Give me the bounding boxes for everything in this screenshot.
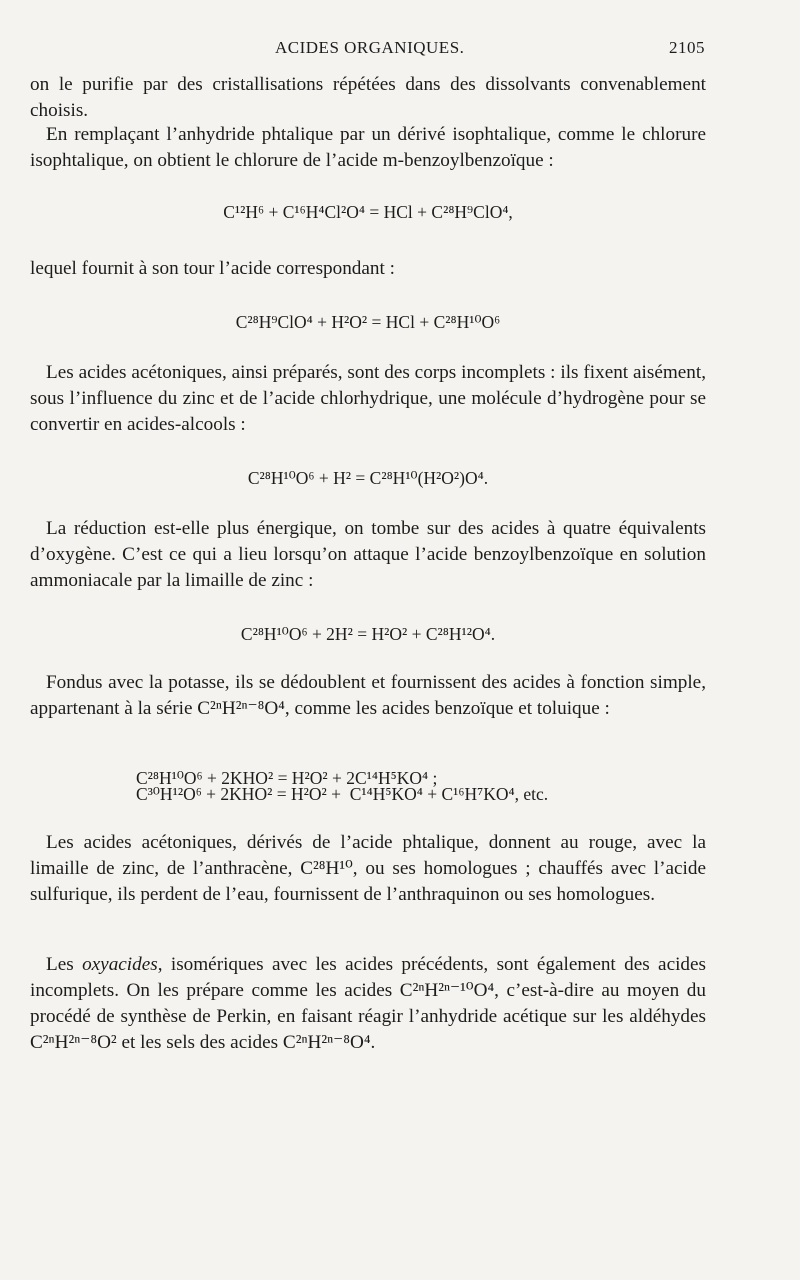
equation-3: C²⁸H¹⁰O⁶ + H² = C²⁸H¹⁰(H²O²)O⁴. [247,468,489,488]
equation-5b: C³⁰H¹²O⁶ + 2KHO² = H²O² + C¹⁴H⁵KO⁴ + C¹⁶H⁷KO⁴, etc. [136,784,549,804]
paragraph-5-text: La réduction est-elle plus énergique, on tombe sur des acides à quatre équivalents d’oxygène. C’est ce qui a lieu lorsqu’on attaque l’acide benzoylbenzoïque en solution ammoniacale par la limaille de zinc : [30,518,706,591]
equation-4: C²⁸H¹⁰O⁶ + 2H² = H²O² + C²⁸H¹²O⁴. [240,624,496,644]
equation-5a: C²⁸H¹⁰O⁶ + 2KHO² = H²O² + 2C¹⁴H⁵KO⁴ ; [136,768,438,788]
header-title: ACIDES ORGANIQUES. [275,38,465,57]
paragraph-1: on le purifie par des cristallisations répétées dans des dissolvants convenablement choisis. [30,74,706,121]
paragraph-7 [30,830,706,908]
paragraph-3: lequel fournit à son tour l’acide correspondant : [30,258,395,279]
paragraph-8-rest: , isomériques avec les acides précédents, sont également des acides incomplets. On les prépare comme les acides C²ⁿH²ⁿ⁻¹⁰O⁴, c’est-à-dire au moyen du procédé de synthèse de Perkin, en faisant réagir l’anhydride acétique sur les aldéhydes C²ⁿH²ⁿ⁻⁸O² et les sels des acides C²ⁿH²ⁿ⁻⁸O⁴. [30,954,706,1053]
paragraph-4-text: Les acides acétoniques, ainsi préparés, sont des corps incomplets : ils fixent aisément, sous l’influence du zinc et de l’acide chlorhydrique, une molécule d’hydrogène pour se convertir en acides-alcools : [30,362,706,435]
paragraph-5 [30,516,706,594]
paragraph-8 [30,952,706,1056]
paragraph-8-prefix: Les [46,954,83,975]
running-header [30,38,705,62]
paragraph-7-text: Les acides acétoniques, dérivés de l’acide phtalique, donnent au rouge, avec la limaille de zinc, de l’anthracène, C²⁸H¹⁰, ou ses homologues ; chauffés avec l’acide sulfurique, ils perdent de l’eau, fournissent de l’anthraquinon ou ses homologues. [30,832,706,905]
paragraph-6 [30,670,706,722]
paragraph-6-text: Fondus avec la potasse, ils se dédoublent et fournissent des acides à fonction simple, appartenant à la série C²ⁿH²ⁿ⁻⁸O⁴, comme les acides benzoïque et toluique : [30,672,706,719]
paragraph-4 [30,360,706,438]
equation-2: C²⁸H⁹ClO⁴ + H²O² = HCl + C²⁸H¹⁰O⁶ [235,312,501,332]
paragraph-2 [30,122,706,174]
page-number: 2105 [669,38,705,57]
equation-1: C¹²H⁶ + C¹⁶H⁴Cl²O⁴ = HCl + C²⁸H⁹ClO⁴, [223,202,513,222]
paragraph-2-text: En remplaçant l’anhydride phtalique par un dérivé isophtalique, comme le chlorure isophtalique, on obtient le chlorure de l’acide m-benzoylbenzoïque : [30,124,706,171]
paragraph-8-italic: oxyacides [82,954,158,975]
